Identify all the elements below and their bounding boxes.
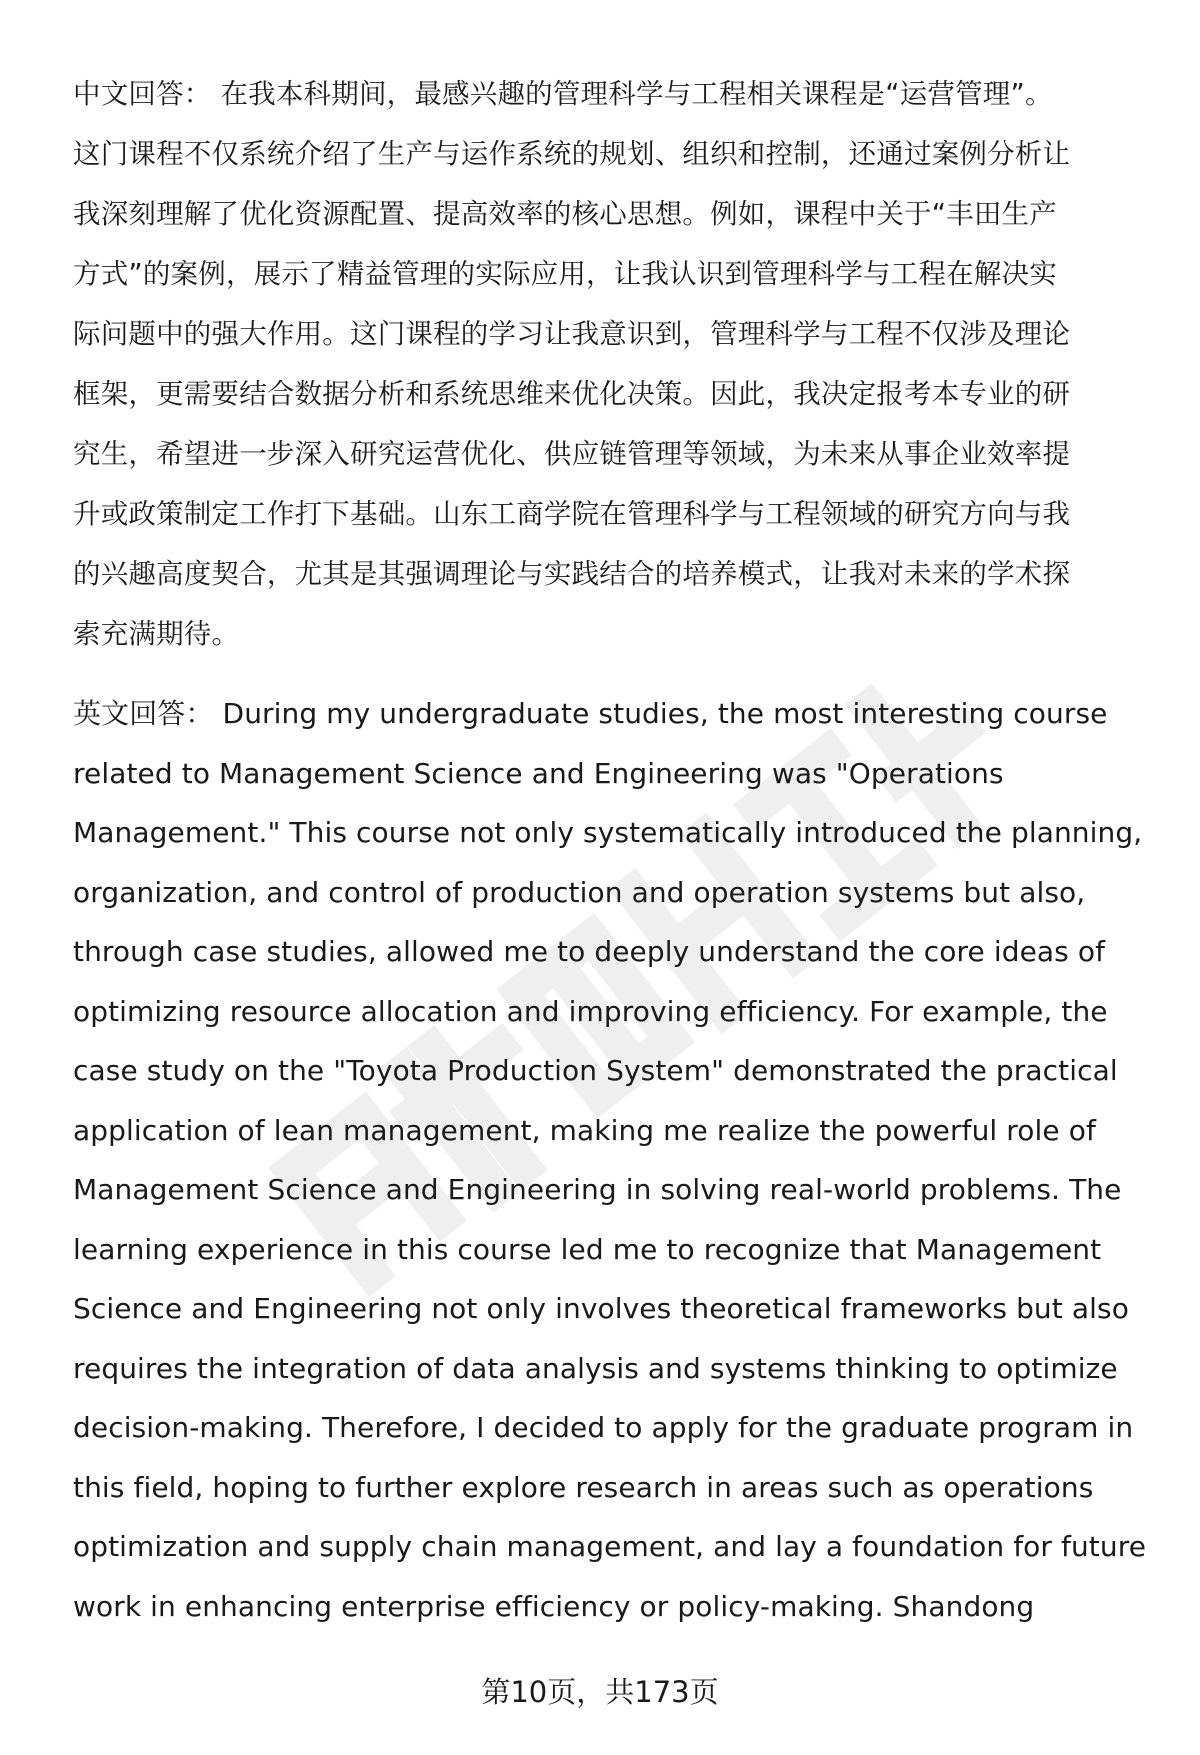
chinese-answer-paragraph xyxy=(73,64,1158,664)
english-answer-paragraph xyxy=(73,684,1158,1636)
chinese-answer-text: 在我本科期间，最感兴趣的管理科学与工程相关课程是“运营管理”。 这门课程不仅系统介绍了生产与运作系统的规划、组织和控制，还通过案例分析让 我深刻理解了优化资源配置、提高效率的核心思想。例如，课程中关于“丰田生产 方式”的案例，展示了精益管理的实际应用，让我认识到管理科学与工程在解决实 际问题中的强大作用。这门课程的学习让我意识到，管理科学与工程不仅涉及理论 框架，更需要结合数据分析和系统思维来优化决策。因此，我决定报考本专业的研 究生，希望进一步深入研究运营优化、供应链管理等领域，为未来从事企业效率提 升或政策制定工作打下基础。山东工商学院在管理科学与工程领域的研究方向与我 的兴趣高度契合，尤其是其强调理论与实践结合的培养模式，让我对未来的学术探 索充满期待。 xyxy=(73,78,1071,650)
english-answer-label: 英文回答： xyxy=(73,697,214,730)
english-answer-text: During my undergraduate studies, the most interesting course related to Management Science and Engineering was "Operations Management." This course not only systematically introduced the planning, organization, and control of production and operation systems but also, through case studies, allowed me to deeply understand the core ideas of optimizing resource allocation and improving efficiency. For example, the case study on the "Toyota Production System" demonstrated the practical application of lean management, making me realize the powerful role of Management Science and Engineering in solving real-world problems. The learning experience in this course led me to recognize that Management Science and Engineering not only involves theoretical frameworks but also requires the integration of data analysis and systems thinking to optimize decision-making. Therefore, I decided to apply for the graduate program in this field, hoping to further explore research in areas such as operations optimization and supply chain management, and lay a foundation for future work in enhancing enterprise efficiency or policy-making. Shandong xyxy=(73,697,1147,1623)
page-number: 第10页，共173页 xyxy=(481,1675,719,1709)
chinese-answer-label: 中文回答： xyxy=(73,78,212,110)
page-footer xyxy=(0,1672,1200,1712)
